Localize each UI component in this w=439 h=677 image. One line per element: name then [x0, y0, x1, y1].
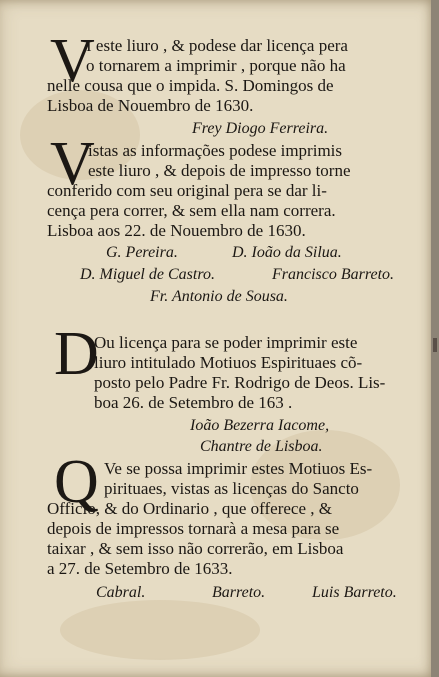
approval-4-line-3: Officio, & do Ordinario , que offerece , &	[47, 499, 332, 518]
signature-antonio-de-sousa: Fr. Antonio de Sousa.	[150, 288, 288, 305]
dropcap-d: D	[54, 320, 99, 388]
approval-2-line-3: conferido com seu original pera se dar li-	[47, 181, 327, 200]
signature-barreto: Barreto.	[212, 584, 266, 601]
signature-francisco-barreto: Francisco Barreto.	[272, 266, 395, 283]
page-edge-mark	[433, 338, 437, 352]
signature-miguel-de-castro: D. Miguel de Castro.	[80, 266, 215, 283]
signature-chantre-de-lisboa: Chantre de Lisboa.	[200, 438, 323, 455]
signature-joao-bezerra-jacome: Ioão Bezerra Iacome,	[190, 417, 330, 434]
signature-joao-da-silva: D. Ioão da Silua.	[232, 244, 342, 261]
approval-1-line-4: Lisboa de Nouembro de 1630.	[47, 96, 254, 115]
dropcap-q: Q	[54, 448, 99, 516]
approval-3-line-2: liuro intitulado Motiuos Espirituaes cõ-	[94, 353, 363, 372]
signature-luis-barreto: Luis Barreto.	[312, 584, 397, 601]
approval-1-line-1: I este liuro , & podese dar licença pera	[86, 36, 348, 55]
approval-3-line-3: posto pelo Padre Fr. Rodrigo de Deos. Lis-	[94, 373, 386, 392]
approval-4-line-1: Ve se possa imprimir estes Motiuos Es-	[104, 459, 373, 478]
paper-stain	[60, 600, 260, 660]
dropcap-v: V	[50, 27, 95, 95]
signature-cabral: Cabral.	[96, 584, 146, 601]
approval-2-line-4: cença pera correr, & sem ella nam correra.	[47, 201, 336, 220]
approval-3-line-4: boa 26. de Setembro de 163 .	[94, 393, 293, 412]
approval-4-line-6: a 27. de Setembro de 1633.	[47, 559, 233, 578]
approval-1-line-3: nelle cousa que o impida. S. Domingos de	[47, 76, 334, 95]
signature-g-pereira: G. Pereira.	[106, 244, 178, 261]
approval-2-line-1: istas as informações podese imprimis	[88, 141, 343, 160]
approval-4-line-2: pirituaes, vistas as licenças do Sancto	[104, 479, 359, 498]
approval-1-line-2: o tornarem a imprimir , porque não ha	[86, 56, 346, 75]
approval-3-line-1: Ou licença para se poder imprimir este	[94, 333, 358, 352]
approval-2-line-2: este liuro , & depois de impresso torne	[88, 161, 351, 180]
approval-4-line-5: taixar , & sem isso não correrão, em Lisboa	[47, 539, 344, 558]
approval-4-line-4: depois de impressos tornarà a mesa para se	[47, 519, 340, 538]
dropcap-v: V	[50, 130, 95, 198]
approval-2-line-5: Lisboa aos 22. de Nouembro de 1630.	[47, 221, 306, 240]
approval-1-signature: Frey Diogo Ferreira.	[192, 120, 329, 137]
